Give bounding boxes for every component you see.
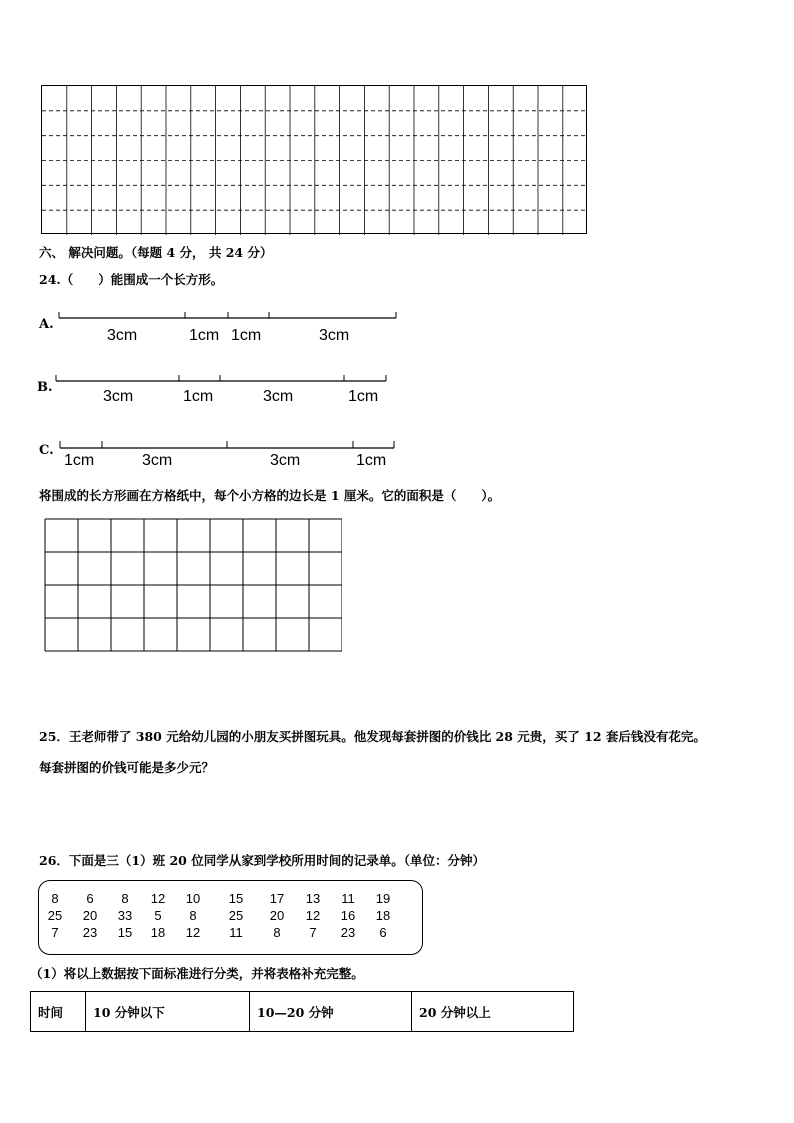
- q24-a-seg-3: 1cm: [231, 327, 262, 344]
- data-value: 11: [341, 891, 355, 906]
- q24-option-b-segment-line: [52, 373, 392, 389]
- table-header-10-to-20: 10—20 分钟: [250, 992, 412, 1032]
- q24-a-seg-1: 3cm: [107, 327, 138, 344]
- q25-line-1: 25．王老师带了 380 元给幼儿园的小朋友买拼图玩具。他发现每套拼图的价钱比 28 元贵，买了 12 套后钱没有花完。: [39, 729, 706, 744]
- table-header-under-10: 10 分钟以下: [86, 992, 250, 1032]
- q26-sub-question-1: （1）将以上数据按下面标准进行分类，并将表格补充完整。: [30, 966, 364, 981]
- table-header-over-20: 20 分钟以上: [412, 992, 574, 1032]
- data-value: 8: [51, 891, 59, 906]
- data-value: 8: [121, 891, 129, 906]
- data-value: 12: [185, 925, 201, 940]
- q24-c-seg-1: 1cm: [64, 452, 95, 469]
- data-value: 13: [305, 891, 321, 906]
- table-row: [31, 992, 574, 1032]
- q24-b-seg-2: 1cm: [183, 388, 214, 405]
- q24-c-seg-2: 3cm: [142, 452, 173, 469]
- q24-b-seg-4: 1cm: [348, 388, 379, 405]
- data-value: 7: [309, 925, 317, 940]
- q26-stem: 26．下面是三（1）班 20 位同学从家到学校所用时间的记录单。（单位：分钟）: [39, 853, 485, 868]
- data-value: 5: [154, 908, 162, 923]
- data-value: 11: [229, 925, 243, 940]
- q24-c-seg-4: 1cm: [356, 452, 387, 469]
- data-value: 8: [189, 908, 197, 923]
- q24-b-seg-1: 3cm: [103, 388, 134, 405]
- q24-c-seg-3: 3cm: [270, 452, 301, 469]
- data-value: 6: [379, 925, 387, 940]
- q24-option-c-letter: C.: [39, 443, 54, 458]
- data-value: 7: [51, 925, 59, 940]
- q26-data-record-box: [38, 880, 423, 955]
- q24-option-a-segment-line: [55, 310, 400, 326]
- data-value: 25: [228, 908, 244, 923]
- data-value: 17: [269, 891, 285, 906]
- data-value: 6: [86, 891, 94, 906]
- table-header-time: 时间: [31, 992, 86, 1032]
- data-value: 10: [185, 891, 201, 906]
- section-six-title: 六、 解决问题。（每题 4 分， 共 24 分）: [39, 245, 273, 260]
- data-value: 23: [82, 925, 98, 940]
- data-value: 20: [82, 908, 98, 923]
- data-value: 18: [150, 925, 166, 940]
- data-value: 25: [47, 908, 63, 923]
- q24-b-seg-3: 3cm: [263, 388, 294, 405]
- writing-grid-lines: [42, 86, 588, 235]
- data-value: 19: [375, 891, 391, 906]
- data-value: 12: [305, 908, 321, 923]
- q24-a-seg-4: 3cm: [319, 327, 350, 344]
- data-value: 15: [228, 891, 244, 906]
- q24-follow-up: 将围成的长方形画在方格纸中，每个小方格的边长是 1 厘米。它的面积是（ ）。: [39, 488, 501, 503]
- writing-grid: [41, 85, 587, 234]
- q24-stem: 24.（ ）能围成一个长方形。: [39, 272, 224, 287]
- q24-option-b-letter: B.: [37, 380, 53, 395]
- data-value: 18: [375, 908, 391, 923]
- data-value: 23: [340, 925, 356, 940]
- q24-a-seg-2: 1cm: [189, 327, 220, 344]
- square-grid-paper: [44, 518, 342, 652]
- q24-option-c-segment-line: [56, 439, 399, 453]
- q25-line-2: 每套拼图的价钱可能是多少元？: [39, 760, 215, 775]
- q26-classification-table: [30, 991, 574, 1032]
- q24-option-a-letter: A.: [39, 317, 54, 332]
- data-value: 8: [273, 925, 281, 940]
- data-value: 15: [117, 925, 133, 940]
- data-value: 20: [269, 908, 285, 923]
- data-value: 16: [340, 908, 356, 923]
- data-value: 33: [117, 908, 133, 923]
- data-value: 12: [150, 891, 166, 906]
